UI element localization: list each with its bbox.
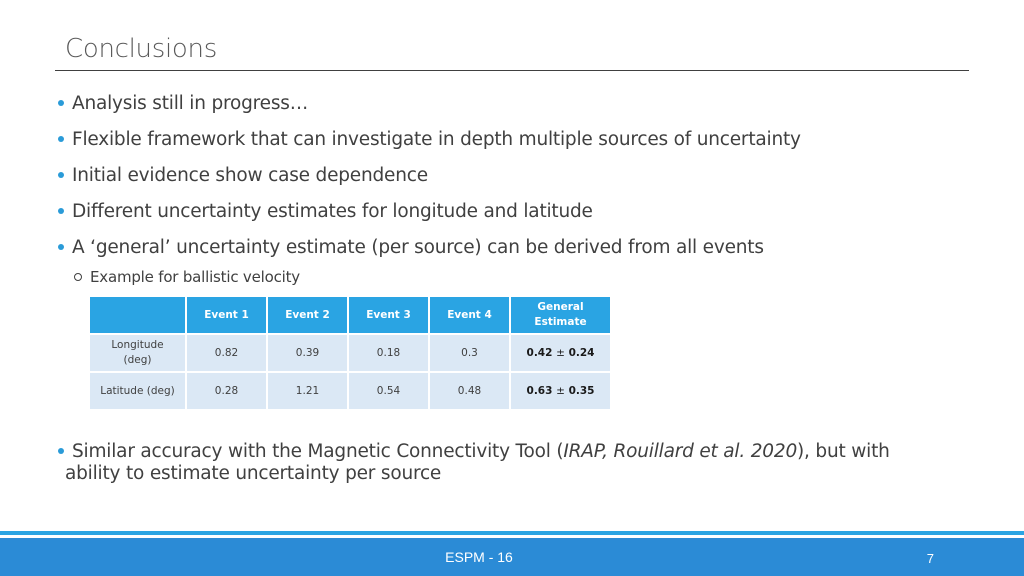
table-row [90, 335, 610, 373]
citation: IRAP, Rouillard et al. 2020 [563, 441, 798, 462]
general-estimate-cell: 0.63 ± 0.35 [511, 373, 610, 411]
bullet-dot-icon [58, 244, 64, 250]
bullet-list [58, 93, 958, 273]
table-cell: 0.3 [430, 335, 509, 373]
table-cell: 0.28 [187, 373, 266, 411]
table-header-row [90, 297, 610, 335]
table-cell: 0.39 [268, 335, 347, 373]
page-number: 7 [926, 551, 934, 566]
bullet-dot-icon [58, 136, 64, 142]
table-cell: 1.21 [268, 373, 347, 411]
title-divider [55, 70, 969, 71]
table-header-cell [90, 297, 185, 335]
final-bullet: Similar accuracy with the Magnetic Connectivity Tool (IRAP, Rouillard et al. 2020), but with ability to estimate uncertainty per source [58, 441, 958, 485]
table-cell: 0.48 [430, 373, 509, 411]
table-cell: 0.54 [349, 373, 428, 411]
bullet-dot-icon [58, 448, 64, 454]
bullet-item: A ‘general’ uncertainty estimate (per source) can be derived from all events [58, 237, 958, 273]
table-header-cell: Event 1 [187, 297, 266, 335]
slide-title: Conclusions [65, 34, 217, 64]
footer-event-label: ESPM - 16 [445, 549, 513, 565]
bullet-dot-icon [58, 208, 64, 214]
table-header-cell: General Estimate [511, 297, 610, 335]
footer-bar [0, 538, 1024, 576]
table-cell: 0.82 [187, 335, 266, 373]
bullet-dot-icon [58, 172, 64, 178]
row-label: Latitude (deg) [90, 373, 185, 411]
table-header-cell: Event 4 [430, 297, 509, 335]
bullet-item: Initial evidence show case dependence [58, 165, 958, 201]
bullet-item: Different uncertainty estimates for longitude and latitude [58, 201, 958, 237]
table-header-cell: Event 3 [349, 297, 428, 335]
table-header-cell: Event 2 [268, 297, 347, 335]
footer-accent-bar [0, 531, 1024, 535]
table-cell: 0.18 [349, 335, 428, 373]
table-row [90, 373, 610, 411]
general-estimate-cell: 0.42 ± 0.24 [511, 335, 610, 373]
bullet-dot-icon [58, 100, 64, 106]
bullet-item: Analysis still in progress… [58, 93, 958, 129]
row-label: Longitude (deg) [90, 335, 185, 373]
bullet-item: Flexible framework that can investigate in depth multiple sources of uncertainty [58, 129, 958, 165]
circle-bullet-icon [74, 273, 82, 281]
uncertainty-table [88, 297, 612, 411]
sub-bullet: Example for ballistic velocity [76, 268, 300, 286]
